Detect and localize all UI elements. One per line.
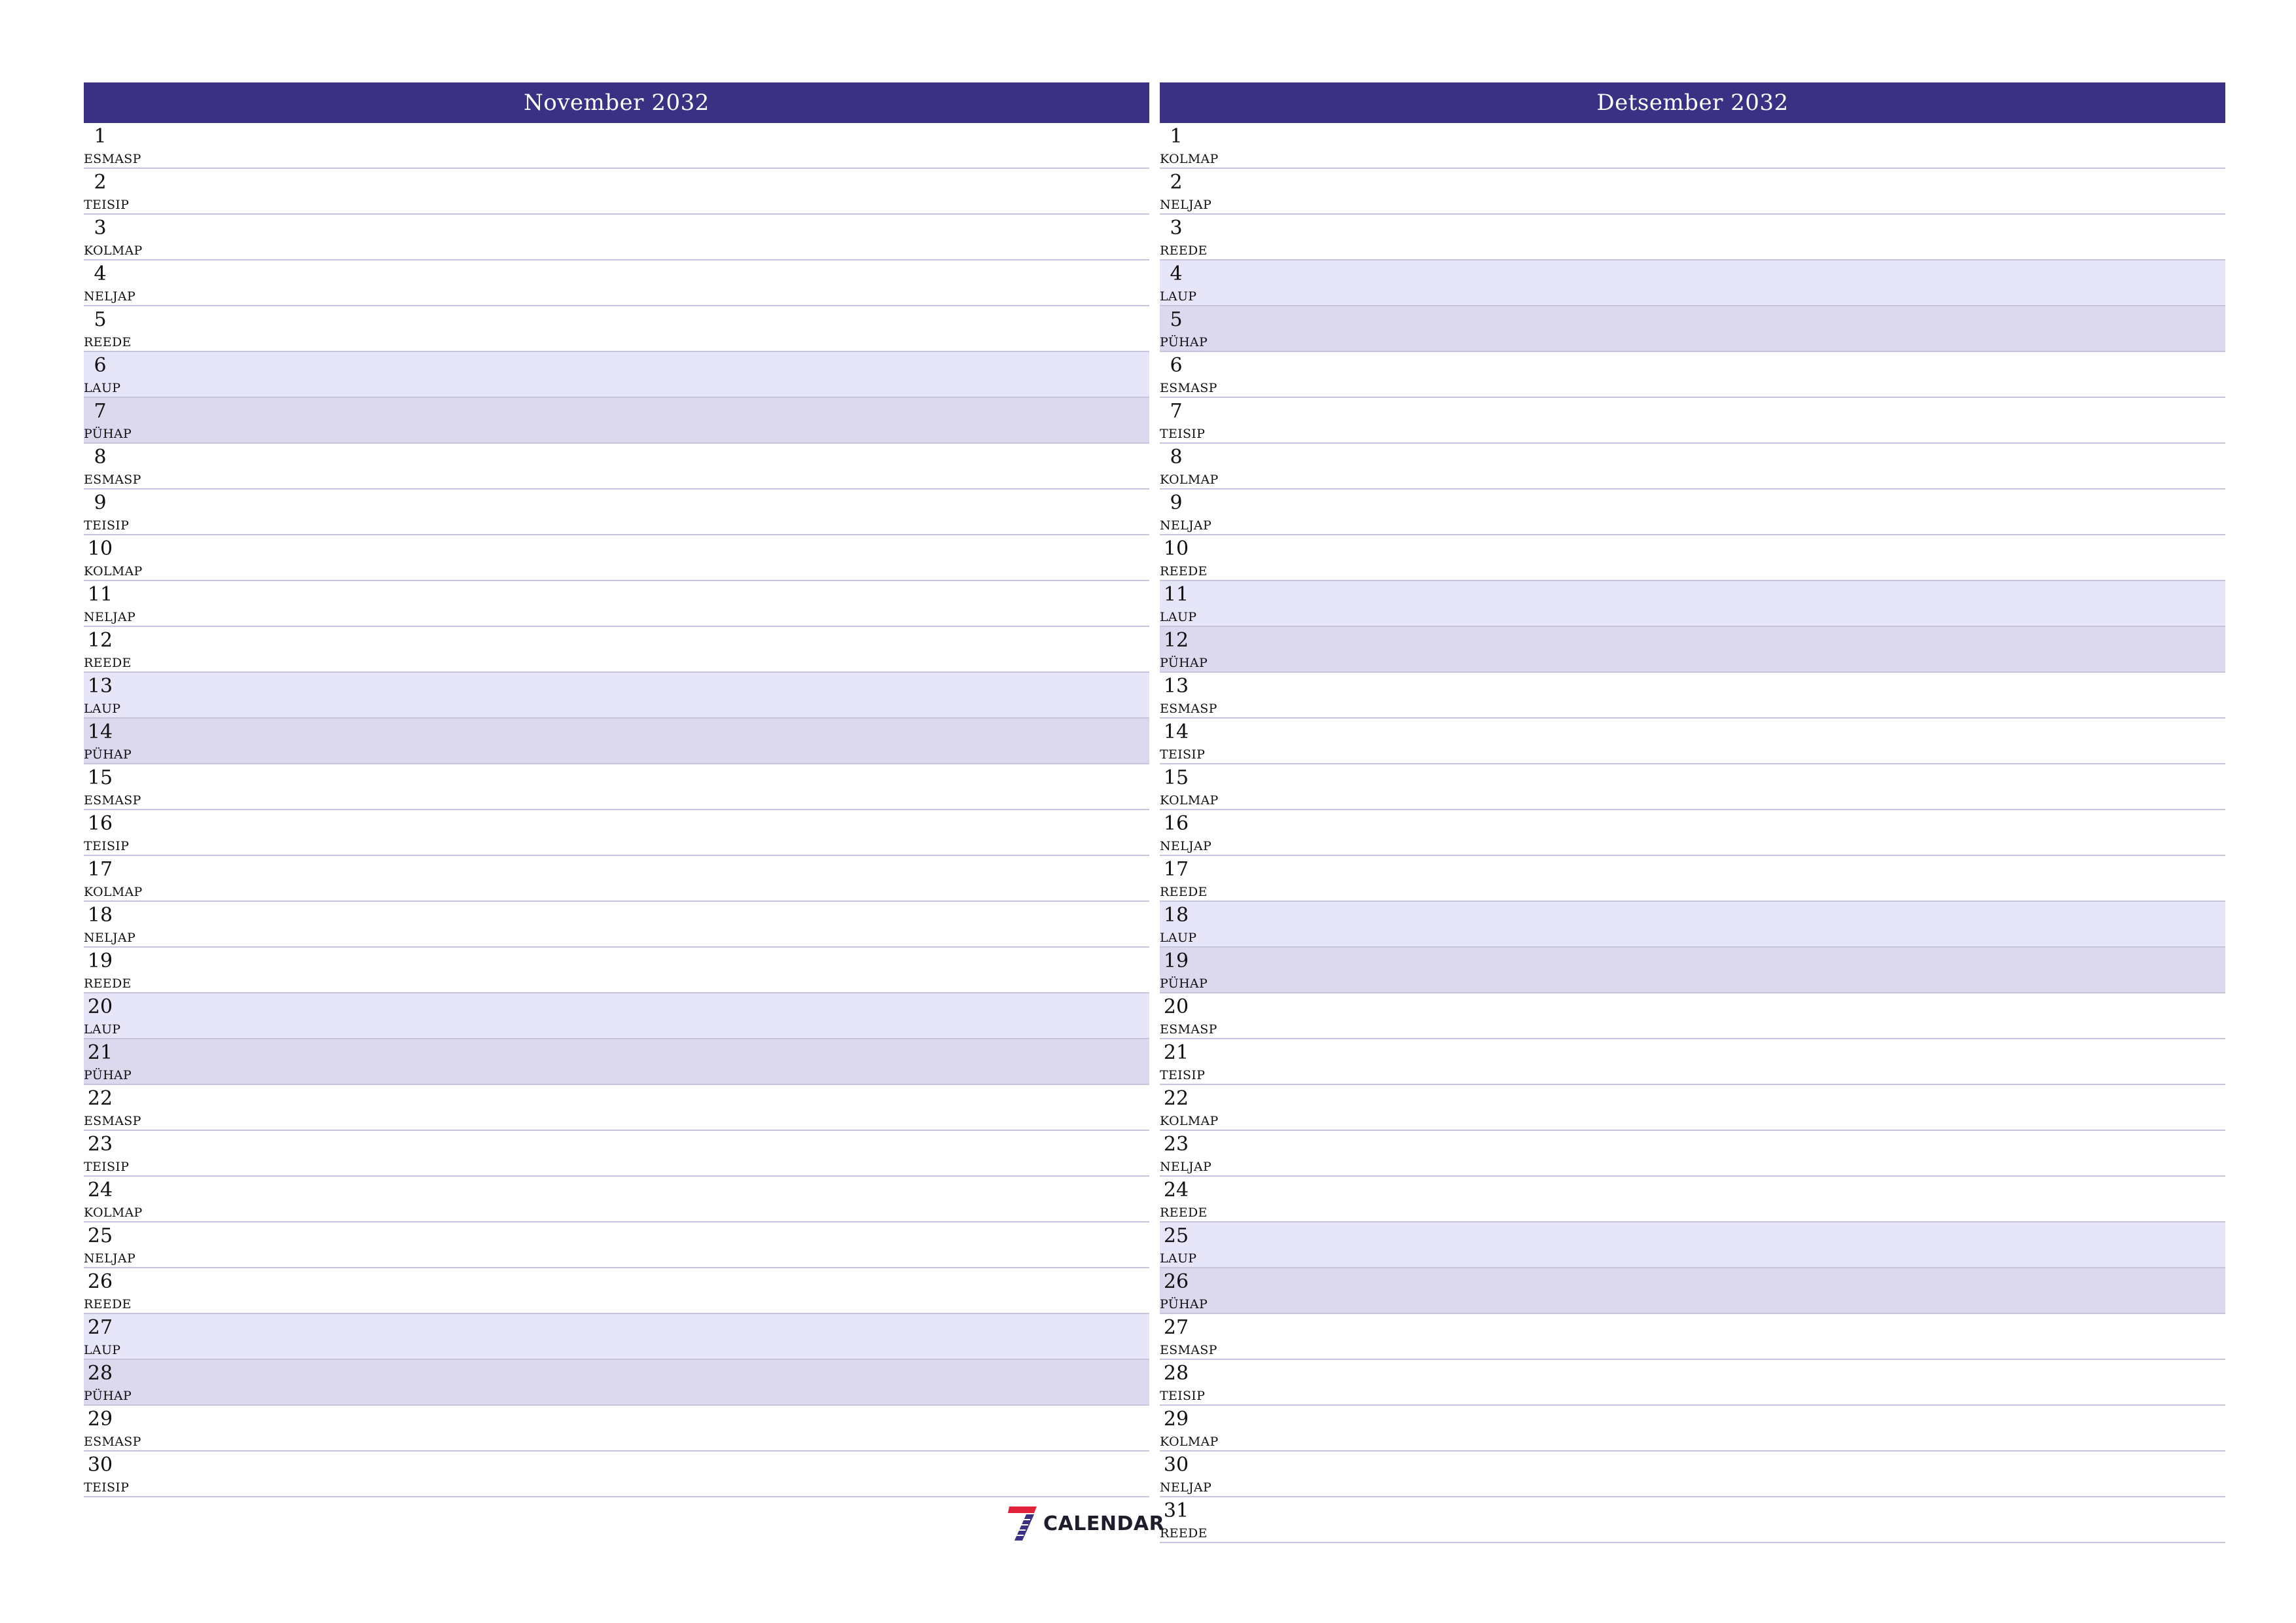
logo-text: CALENDAR [1043, 1512, 1165, 1535]
day-number: 2 [1170, 171, 1183, 194]
day-cell [1160, 1497, 1208, 1543]
day-cell [84, 810, 130, 856]
weekday-name: KOLMAP [84, 885, 143, 899]
day-cell [84, 490, 130, 535]
day-row [84, 398, 1149, 444]
day-row [84, 1177, 1149, 1222]
day-row [1160, 902, 2225, 948]
day-row [84, 1039, 1149, 1085]
day-row [1160, 215, 2225, 260]
day-number: 14 [1163, 721, 1189, 743]
day-row [84, 1222, 1149, 1268]
day-row [1160, 169, 2225, 215]
day-cell [1160, 1085, 1219, 1131]
day-cell [84, 1406, 141, 1452]
day-cell [84, 1268, 132, 1314]
day-cell [84, 1039, 132, 1085]
day-number: 3 [94, 217, 107, 240]
day-cell [84, 856, 143, 902]
weekday-name: NELJAP [1160, 198, 1212, 212]
weekday-name: REEDE [1160, 885, 1208, 899]
day-row [84, 352, 1149, 398]
weekday-name: ESMASP [84, 1114, 141, 1128]
day-row [84, 1085, 1149, 1131]
weekday-name: TEISIP [84, 839, 130, 853]
day-number: 28 [87, 1362, 113, 1385]
day-row [84, 490, 1149, 535]
weekday-name: LAUP [84, 1343, 121, 1357]
day-cell [84, 1452, 130, 1497]
day-row [1160, 1406, 2225, 1452]
weekday-name: LAUP [84, 381, 121, 395]
day-row [84, 1360, 1149, 1406]
weekday-name: PÜHAP [84, 427, 132, 441]
month-title: November 2032 [84, 82, 1149, 123]
day-cell [84, 306, 132, 352]
day-number: 12 [87, 629, 113, 652]
weekday-name: TEISIP [1160, 1068, 1206, 1082]
day-number: 22 [87, 1087, 113, 1110]
day-cell [84, 902, 136, 948]
weekday-name: TEISIP [84, 518, 130, 533]
day-cell [84, 1222, 136, 1268]
day-cell [1160, 719, 1206, 764]
weekday-name: ESMASP [84, 1435, 141, 1449]
day-number: 15 [1163, 766, 1189, 789]
day-cell [1160, 673, 1217, 719]
weekday-name: NELJAP [84, 931, 136, 945]
day-cell [84, 444, 141, 490]
day-number: 17 [1163, 858, 1189, 881]
day-cell [1160, 1452, 1212, 1497]
day-number: 26 [87, 1270, 113, 1293]
day-cell [1160, 352, 1217, 398]
day-number: 21 [1163, 1041, 1189, 1064]
weekday-name: LAUP [1160, 931, 1197, 945]
day-list [1160, 123, 2225, 1543]
weekday-name: REEDE [1160, 564, 1208, 579]
day-row [84, 260, 1149, 306]
day-row [1160, 581, 2225, 627]
day-number: 5 [1170, 308, 1183, 331]
day-row [1160, 1268, 2225, 1314]
day-cell [84, 1177, 143, 1222]
day-cell [84, 535, 143, 581]
day-number: 7 [94, 400, 107, 423]
weekday-name: KOLMAP [84, 564, 143, 579]
day-row [84, 535, 1149, 581]
day-cell [84, 215, 143, 260]
day-cell [1160, 306, 1208, 352]
day-cell [84, 169, 130, 215]
weekday-name: ESMASP [1160, 1343, 1217, 1357]
weekday-name: KOLMAP [1160, 1435, 1219, 1449]
day-cell [1160, 1360, 1206, 1406]
day-row [84, 719, 1149, 764]
day-row [1160, 1085, 2225, 1131]
weekday-name: PÜHAP [1160, 656, 1208, 670]
day-row [1160, 948, 2225, 993]
day-cell [84, 764, 141, 810]
day-number: 27 [87, 1316, 113, 1339]
day-cell [1160, 627, 1208, 673]
weekday-name: KOLMAP [1160, 473, 1219, 487]
day-number: 11 [1163, 583, 1189, 606]
day-row [1160, 260, 2225, 306]
day-number: 10 [87, 537, 113, 560]
weekday-name: NELJAP [84, 610, 136, 624]
weekday-name: ESMASP [1160, 1022, 1217, 1037]
day-row [1160, 1360, 2225, 1406]
weekday-name: KOLMAP [84, 1205, 143, 1220]
day-cell [1160, 490, 1212, 535]
weekday-name: TEISIP [84, 198, 130, 212]
day-row [1160, 1039, 2225, 1085]
day-cell [1160, 948, 1208, 993]
weekday-name: LAUP [1160, 289, 1197, 304]
weekday-name: ESMASP [1160, 381, 1217, 395]
day-number: 16 [87, 812, 113, 835]
day-cell [84, 1085, 141, 1131]
day-row [1160, 444, 2225, 490]
weekday-name: REEDE [1160, 243, 1208, 258]
day-number: 25 [1163, 1224, 1189, 1247]
day-cell [1160, 123, 1219, 169]
day-cell [84, 123, 141, 169]
weekday-name: KOLMAP [1160, 1114, 1219, 1128]
weekday-name: PÜHAP [84, 1068, 132, 1082]
day-number: 26 [1163, 1270, 1189, 1293]
day-number: 19 [87, 950, 113, 972]
day-number: 23 [87, 1133, 113, 1156]
day-number: 24 [87, 1179, 113, 1202]
day-number: 19 [1163, 950, 1189, 972]
day-number: 18 [1163, 904, 1189, 927]
day-number: 21 [87, 1041, 113, 1064]
day-cell [84, 948, 132, 993]
day-row [1160, 306, 2225, 352]
day-row [1160, 352, 2225, 398]
day-cell [1160, 764, 1219, 810]
weekday-name: NELJAP [1160, 1480, 1212, 1495]
day-cell [1160, 1177, 1208, 1222]
weekday-name: KOLMAP [84, 243, 143, 258]
weekday-name: TEISIP [84, 1160, 130, 1174]
day-row [1160, 1222, 2225, 1268]
day-number: 13 [87, 675, 113, 698]
day-list [84, 123, 1149, 1497]
weekday-name: PÜHAP [84, 1389, 132, 1403]
day-number: 29 [87, 1408, 113, 1431]
day-cell [1160, 993, 1217, 1039]
day-row [1160, 398, 2225, 444]
weekday-name: ESMASP [84, 152, 141, 166]
day-cell [1160, 1131, 1212, 1177]
day-row [84, 1268, 1149, 1314]
weekday-name: PÜHAP [1160, 976, 1208, 991]
day-number: 4 [94, 262, 107, 285]
weekday-name: TEISIP [1160, 427, 1206, 441]
weekday-name: REEDE [84, 656, 132, 670]
day-row [84, 581, 1149, 627]
weekday-name: KOLMAP [1160, 152, 1219, 166]
day-number: 15 [87, 766, 113, 789]
weekday-name: KOLMAP [1160, 793, 1219, 808]
day-row [84, 856, 1149, 902]
day-number: 25 [87, 1224, 113, 1247]
day-number: 10 [1163, 537, 1189, 560]
day-row [84, 764, 1149, 810]
day-row [84, 215, 1149, 260]
day-number: 30 [87, 1454, 113, 1476]
weekday-name: TEISIP [84, 1480, 130, 1495]
day-cell [1160, 1268, 1208, 1314]
weekday-name: REEDE [1160, 1526, 1208, 1541]
day-cell [1160, 444, 1219, 490]
day-number: 1 [1170, 125, 1183, 148]
day-number: 8 [94, 446, 107, 469]
day-cell [1160, 1314, 1217, 1360]
day-number: 22 [1163, 1087, 1189, 1110]
day-row [84, 993, 1149, 1039]
day-number: 1 [94, 125, 107, 148]
day-row [1160, 719, 2225, 764]
day-number: 30 [1163, 1454, 1189, 1476]
day-number: 6 [1170, 354, 1183, 377]
weekday-name: LAUP [1160, 610, 1197, 624]
day-row [1160, 764, 2225, 810]
day-cell [84, 1360, 132, 1406]
day-cell [1160, 1039, 1206, 1085]
day-cell [1160, 535, 1208, 581]
day-cell [84, 719, 132, 764]
day-number: 11 [87, 583, 113, 606]
day-cell [84, 673, 121, 719]
day-row [84, 1452, 1149, 1497]
weekday-name: PÜHAP [84, 747, 132, 762]
weekday-name: TEISIP [1160, 1389, 1206, 1403]
day-number: 20 [1163, 995, 1189, 1018]
day-row [84, 1406, 1149, 1452]
weekday-name: REEDE [84, 976, 132, 991]
weekday-name: LAUP [84, 702, 121, 716]
day-row [84, 1131, 1149, 1177]
day-number: 17 [87, 858, 113, 881]
weekday-name: ESMASP [84, 793, 141, 808]
seven-calendar-logo-icon [1008, 1505, 1038, 1542]
day-number: 8 [1170, 446, 1183, 469]
day-row [1160, 1314, 2225, 1360]
day-number: 18 [87, 904, 113, 927]
weekday-name: REEDE [84, 335, 132, 349]
day-row [84, 627, 1149, 673]
day-cell [84, 1131, 130, 1177]
weekday-name: TEISIP [1160, 747, 1206, 762]
day-row [1160, 1497, 2225, 1543]
day-number: 14 [87, 721, 113, 743]
day-row [1160, 1131, 2225, 1177]
day-cell [84, 1314, 121, 1360]
day-row [84, 1314, 1149, 1360]
weekday-name: NELJAP [1160, 1160, 1212, 1174]
day-cell [84, 993, 121, 1039]
day-row [1160, 627, 2225, 673]
day-row [1160, 810, 2225, 856]
day-number: 27 [1163, 1316, 1189, 1339]
day-number: 16 [1163, 812, 1189, 835]
day-row [1160, 535, 2225, 581]
day-row [1160, 490, 2225, 535]
brand-logo [1008, 1505, 1164, 1542]
day-number: 20 [87, 995, 113, 1018]
month-december [1160, 82, 2225, 1543]
day-cell [1160, 1222, 1197, 1268]
day-cell [84, 627, 132, 673]
day-cell [1160, 169, 1212, 215]
month-november [84, 82, 1149, 1497]
weekday-name: ESMASP [1160, 702, 1217, 716]
day-cell [84, 352, 121, 398]
weekday-name: NELJAP [84, 289, 136, 304]
weekday-name: NELJAP [1160, 839, 1212, 853]
weekday-name: PÜHAP [1160, 1297, 1208, 1311]
day-cell [1160, 1406, 1219, 1452]
day-row [84, 123, 1149, 169]
day-row [1160, 1177, 2225, 1222]
weekday-name: NELJAP [1160, 518, 1212, 533]
month-title: Detsember 2032 [1160, 82, 2225, 123]
day-row [1160, 673, 2225, 719]
day-number: 24 [1163, 1179, 1189, 1202]
day-row [84, 444, 1149, 490]
day-number: 9 [94, 491, 107, 514]
day-row [1160, 856, 2225, 902]
day-number: 28 [1163, 1362, 1189, 1385]
day-number: 12 [1163, 629, 1189, 652]
day-row [1160, 993, 2225, 1039]
weekday-name: REEDE [1160, 1205, 1208, 1220]
day-number: 3 [1170, 217, 1183, 240]
day-cell [1160, 398, 1206, 444]
day-cell [1160, 902, 1197, 948]
day-row [84, 306, 1149, 352]
day-number: 7 [1170, 400, 1183, 423]
day-row [1160, 1452, 2225, 1497]
weekday-name: REEDE [84, 1297, 132, 1311]
day-row [84, 948, 1149, 993]
day-cell [1160, 581, 1197, 627]
weekday-name: LAUP [84, 1022, 121, 1037]
day-cell [1160, 810, 1212, 856]
day-row [84, 169, 1149, 215]
day-cell [1160, 856, 1208, 902]
day-number: 23 [1163, 1133, 1189, 1156]
day-cell [84, 398, 132, 444]
day-number: 5 [94, 308, 107, 331]
day-number: 31 [1163, 1499, 1189, 1522]
weekday-name: ESMASP [84, 473, 141, 487]
day-row [1160, 123, 2225, 169]
day-row [84, 902, 1149, 948]
day-number: 13 [1163, 675, 1189, 698]
day-row [84, 673, 1149, 719]
weekday-name: LAUP [1160, 1251, 1197, 1266]
day-cell [84, 581, 136, 627]
day-number: 6 [94, 354, 107, 377]
day-row [84, 810, 1149, 856]
day-number: 9 [1170, 491, 1183, 514]
weekday-name: NELJAP [84, 1251, 136, 1266]
day-number: 4 [1170, 262, 1183, 285]
weekday-name: PÜHAP [1160, 335, 1208, 349]
day-cell [1160, 260, 1197, 306]
day-number: 29 [1163, 1408, 1189, 1431]
day-number: 2 [94, 171, 107, 194]
day-cell [84, 260, 136, 306]
day-cell [1160, 215, 1208, 260]
